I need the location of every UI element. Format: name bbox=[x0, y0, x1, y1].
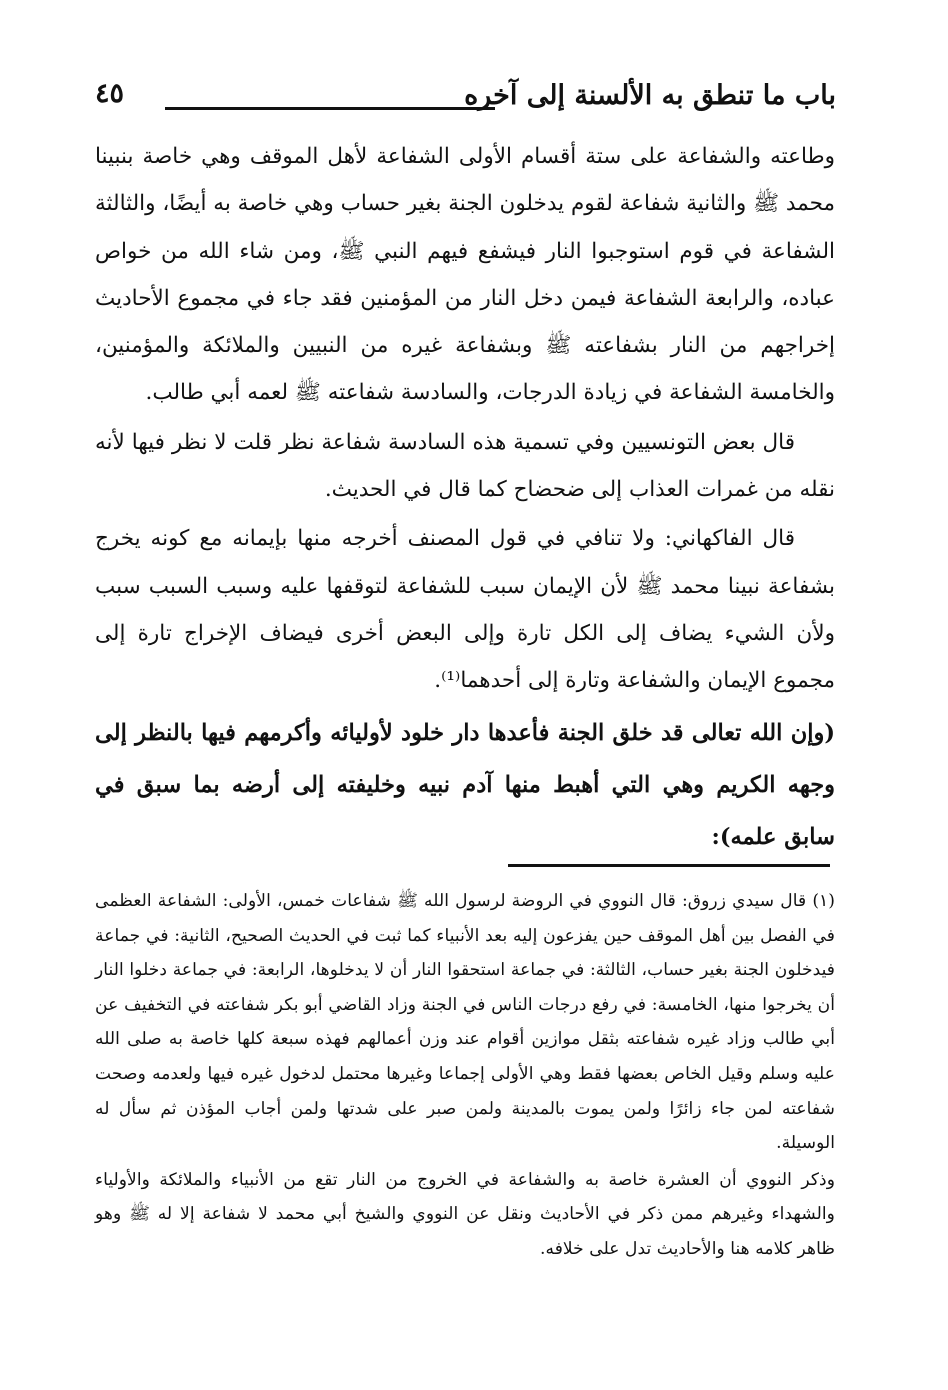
page-header bbox=[95, 78, 836, 126]
paragraph-tunisians: قال بعض التونسيين وفي تسمية هذه السادسة شفاعة نظر قلت لا نظر فيها لأنه نقله من غمرات العذاب إلى ضحضاح كما قال في الحديث. bbox=[95, 429, 835, 503]
header-rule bbox=[165, 107, 495, 110]
page-number: ٤٥ bbox=[95, 78, 125, 109]
paragraph-matn-quote: (وإن الله تعالى قد خلق الجنة فأعدها دار خلود لأوليائه وأكرمهم فيها بالنظر إلى وجهه الكريم وهي التي أهبط منها آدم نبيه وخليفته إلى أرضه بما سبق في سابق علمه): bbox=[95, 719, 835, 850]
footnote-1: (١) قال سيدي زروق: قال النووي في الروضة لرسول الله ﷺ شفاعات خمس، الأولى: الشفاعة العظمى في الفصل بين أهل الموقف حين يفزعون إليه بعد الأنبياء كما ثبت في الحديث الصحيح، الثانية: في جماعة فيدخلون الجنة بغير حساب، الثالثة: في جماعة استحقوا النار أن لا يدخلوها، الرابعة: في جماعة دخلوا النار أن يخرجوا منها، الخامسة: في رفع درجات الناس في الجنة وزاد القاضي أبو بكر شفاعته في التخفيف عن أبي طالب وزاد غيره شفاعته بثقل موازين أقوام عند وزن أعمالهم فهذه سبعة كلها خاصة به صلى الله عليه وسلم وقيل الخاص بعضها فقط وهي الأولى إجماعا وغيرها محتمل لدخول غيره فيها ولعدمه وصحت شفاعته لمن جاء زائرًا ولمن يموت بالمدينة ولمن صبر على شدتها ولمن أجاب المؤذن ثم سأل له الوسيلة. bbox=[95, 891, 835, 1154]
chapter-title: باب ما تنطق به الألسنة إلى آخره bbox=[464, 80, 836, 111]
main-text bbox=[95, 133, 835, 863]
paragraph-fakihani: قال الفاكهاني: ولا تنافي في قول المصنف أخرجه منها بإيمانه مع كونه يخرج بشفاعة نبينا محمد ﷺ لأن الإيمان سبب للشفاعة لتوقفها عليه وسبب السبب سبب ولأن الشيء يضاف إلى الكل تارة وإلى البعض أخرى فيضاف الإخراج تارة إلى مجموع الإيمان والشفاعة وتارة إلى أحدهما⁽¹⁾. bbox=[95, 526, 835, 694]
footnote-separator bbox=[508, 864, 830, 867]
footnote-1-continued: وذكر النووي أن العشرة خاصة به والشفاعة في الخروج من النار تقع من الأنبياء والملائكة والأولياء والشهداء وغيرهم ممن ذكر في الأحاديث ونقل عن النووي والشيخ أبي محمد لا شفاعة إلا له ﷺ وهو ظاهر كلامه هنا والأحاديث تدل على خلافه. bbox=[95, 1169, 835, 1259]
paragraph-intercession-types: وطاعته والشفاعة على ستة أقسام الأولى الشفاعة لأهل الموقف وهي خاصة بنبينا محمد ﷺ والثانية شفاعة لقوم يدخلون الجنة بغير حساب وهي خاصة به أيضًا، والثالثة الشفاعة في قوم استوجبوا النار فيشفع فيهم النبي ﷺ، ومن شاء الله من خواص عباده، والرابعة الشفاعة فيمن دخل النار من المؤمنين فقد جاء في مجموع الأحاديث إخراجهم من النار بشفاعته ﷺ وبشفاعة غيره من النبيين والملائكة والمؤمنين، والخامسة الشفاعة في زيادة الدرجات، والسادسة شفاعته ﷺ لعمه أبي طالب. bbox=[95, 144, 835, 406]
footnotes bbox=[95, 884, 835, 1267]
